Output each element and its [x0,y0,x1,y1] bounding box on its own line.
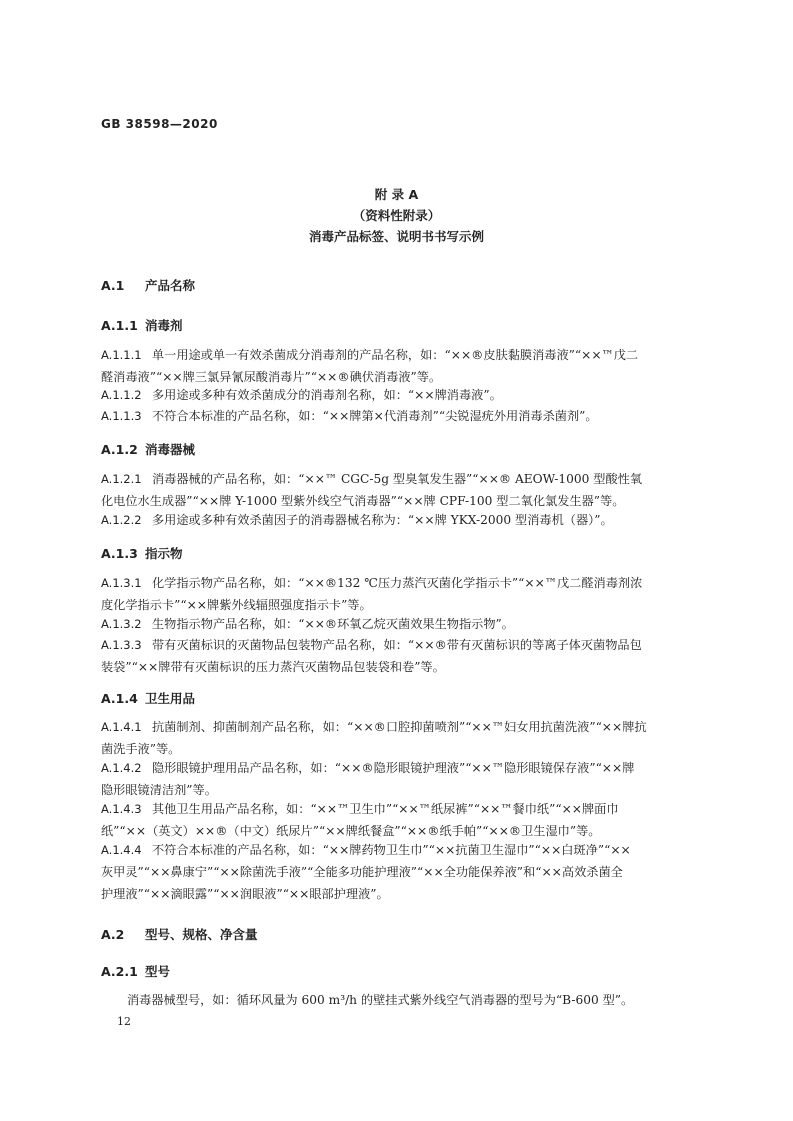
section-number: A.1 [101,278,125,293]
line: 带有灭菌标识的灭菌物品包装物产品名称，如：“××®带有灭菌标识的等离子体灭菌物品包 [152,638,642,652]
section-title: 卫生用品 [145,691,196,706]
section-number: A.1.2 [101,442,138,457]
section-number: A.1.1 [101,318,138,333]
appendix-title: 附 录 A [374,187,419,202]
line: 度化学指示卡”“××牌紫外线辐照强度指示卡”等。 [101,598,372,612]
clause-number: A.1.4.2 [101,761,142,775]
page-number: 12 [117,1015,131,1028]
line: 护理液”“××滴眼露”“××润眼液”“××眼部护理液”。 [101,887,389,901]
clause-number: A.1.2.1 [101,472,142,486]
line: 其他卫生用品产品名称，如：“××™卫生巾”“××™纸尿裤”“××™餐巾纸”“××牌面巾 [152,802,619,816]
paragraph-a132 [101,613,693,635]
line: 消毒器械型号，如：循环风量为 600 m³/h 的壁挂式紫外线空气消毒器的型号为“B-600 型”。 [127,993,634,1007]
line: 单一用途或单一有效杀菌成分消毒剂的产品名称，如：“××®皮肤黏膜消毒液”“××™戊二 [152,348,639,362]
section-heading-a12 [101,440,195,458]
section-number: A.1.3 [101,546,138,561]
clause-number: A.1.3.3 [101,638,142,652]
line: 抗菌制剂、抑菌制剂产品名称，如：“××®口腔抑菌喷剂”“××™妇女用抗菌洗液”“××牌抗 [152,720,647,734]
line: 装袋”“××牌带有灭菌标识的压力蒸汽灭菌物品包装袋和卷”等。 [101,660,445,674]
section-heading-a11 [101,316,183,334]
paragraph-a111 [101,344,693,388]
clause-number: A.1.1.3 [101,409,142,423]
clause-number: A.1.1.1 [101,348,142,362]
section-title: 指示物 [145,546,183,561]
section-number: A.2.1 [101,964,138,979]
line: 生物指示物产品名称，如：“××®环氧乙烷灭菌效果生物指示物”。 [152,617,514,631]
paragraph-a21 [127,989,719,1011]
paragraph-a133 [101,634,693,678]
paragraph-a121 [101,468,693,512]
clause-number: A.1.2.2 [101,513,142,527]
section-heading-a2 [101,925,258,943]
paragraph-a131 [101,572,693,616]
line: 不符合本标准的产品名称，如：“××牌第×代消毒剂”“尖锐湿疣外用消毒杀菌剂”。 [152,409,598,423]
line: 化学指示物产品名称，如：“××®132 ℃压力蒸汽灭菌化学指示卡”“××™戊二醛消毒剂浓 [152,576,643,590]
line: 纸”“××（英文）××®（中文）纸尿片”“××牌纸餐盒”“××®纸手帕”“××®卫生湿巾”等。 [101,824,601,838]
section-number: A.2 [101,927,125,942]
section-title: 消毒剂 [145,318,183,333]
line: 菌洗手液”等。 [101,742,181,756]
section-heading-a13 [101,544,183,562]
paragraph-a141 [101,716,693,760]
appendix-subtitle: 消毒产品标签、说明书书写示例 [308,229,484,244]
line: 不符合本标准的产品名称，如：“××牌药物卫生巾”“××抗菌卫生湿巾”“××白斑净”“×× [152,843,631,857]
paragraph-a143 [101,798,693,842]
paragraph-a112 [101,384,693,406]
clause-number: A.1.4.3 [101,802,142,816]
clause-number: A.1.1.2 [101,388,142,402]
standard-number: GB 38598—2020 [101,117,218,131]
paragraph-a113 [101,405,693,427]
line: 多用途或多种有效杀菌因子的消毒器械名称为：“××牌 YKX-2000 型消毒机（器）”。 [152,513,613,527]
line: 隐形眼镜护理用品产品名称，如：“××®隐形眼镜护理液”“××™隐形眼镜保存液”“××牌 [152,761,635,775]
paragraph-a122 [101,509,693,531]
clause-number: A.1.4.1 [101,720,142,734]
line: 多用途或多种有效杀菌成分的消毒剂名称，如：“××牌消毒液”。 [152,388,502,402]
line: 隐形眼镜清洁剂”等。 [101,783,217,797]
section-title: 型号、规格、净含量 [145,927,258,942]
clause-number: A.1.4.4 [101,843,142,857]
line: 醛消毒液”“××牌三氯异氰尿酸消毒片”“××®碘伏消毒液”等。 [101,370,442,384]
line: 化电位水生成器”“××牌 Y-1000 型紫外线空气消毒器”“××牌 CPF-100 型二氧化氯发生器”等。 [101,494,625,508]
paragraph-a142 [101,757,693,801]
section-heading-a1 [101,276,195,294]
section-title: 产品名称 [145,278,196,293]
line: 灰甲灵”“××鼻康宁”“××除菌洗手液”“全能多功能护理液”“××全功能保养液”和“××高效杀菌全 [101,865,623,879]
section-heading-a14 [101,689,195,707]
section-number: A.1.4 [101,691,138,706]
clause-number: A.1.3.2 [101,617,142,631]
section-title: 型号 [145,964,171,979]
section-title: 消毒器械 [145,442,196,457]
appendix-nature: （资料性附录） [352,208,441,223]
clause-number: A.1.3.1 [101,576,142,590]
paragraph-a144 [101,839,693,905]
section-heading-a21 [101,962,170,980]
line: 消毒器械的产品名称，如：“××™ CGC-5g 型臭氧发生器”“××® AEOW-1000 型酸性氧 [152,472,643,486]
